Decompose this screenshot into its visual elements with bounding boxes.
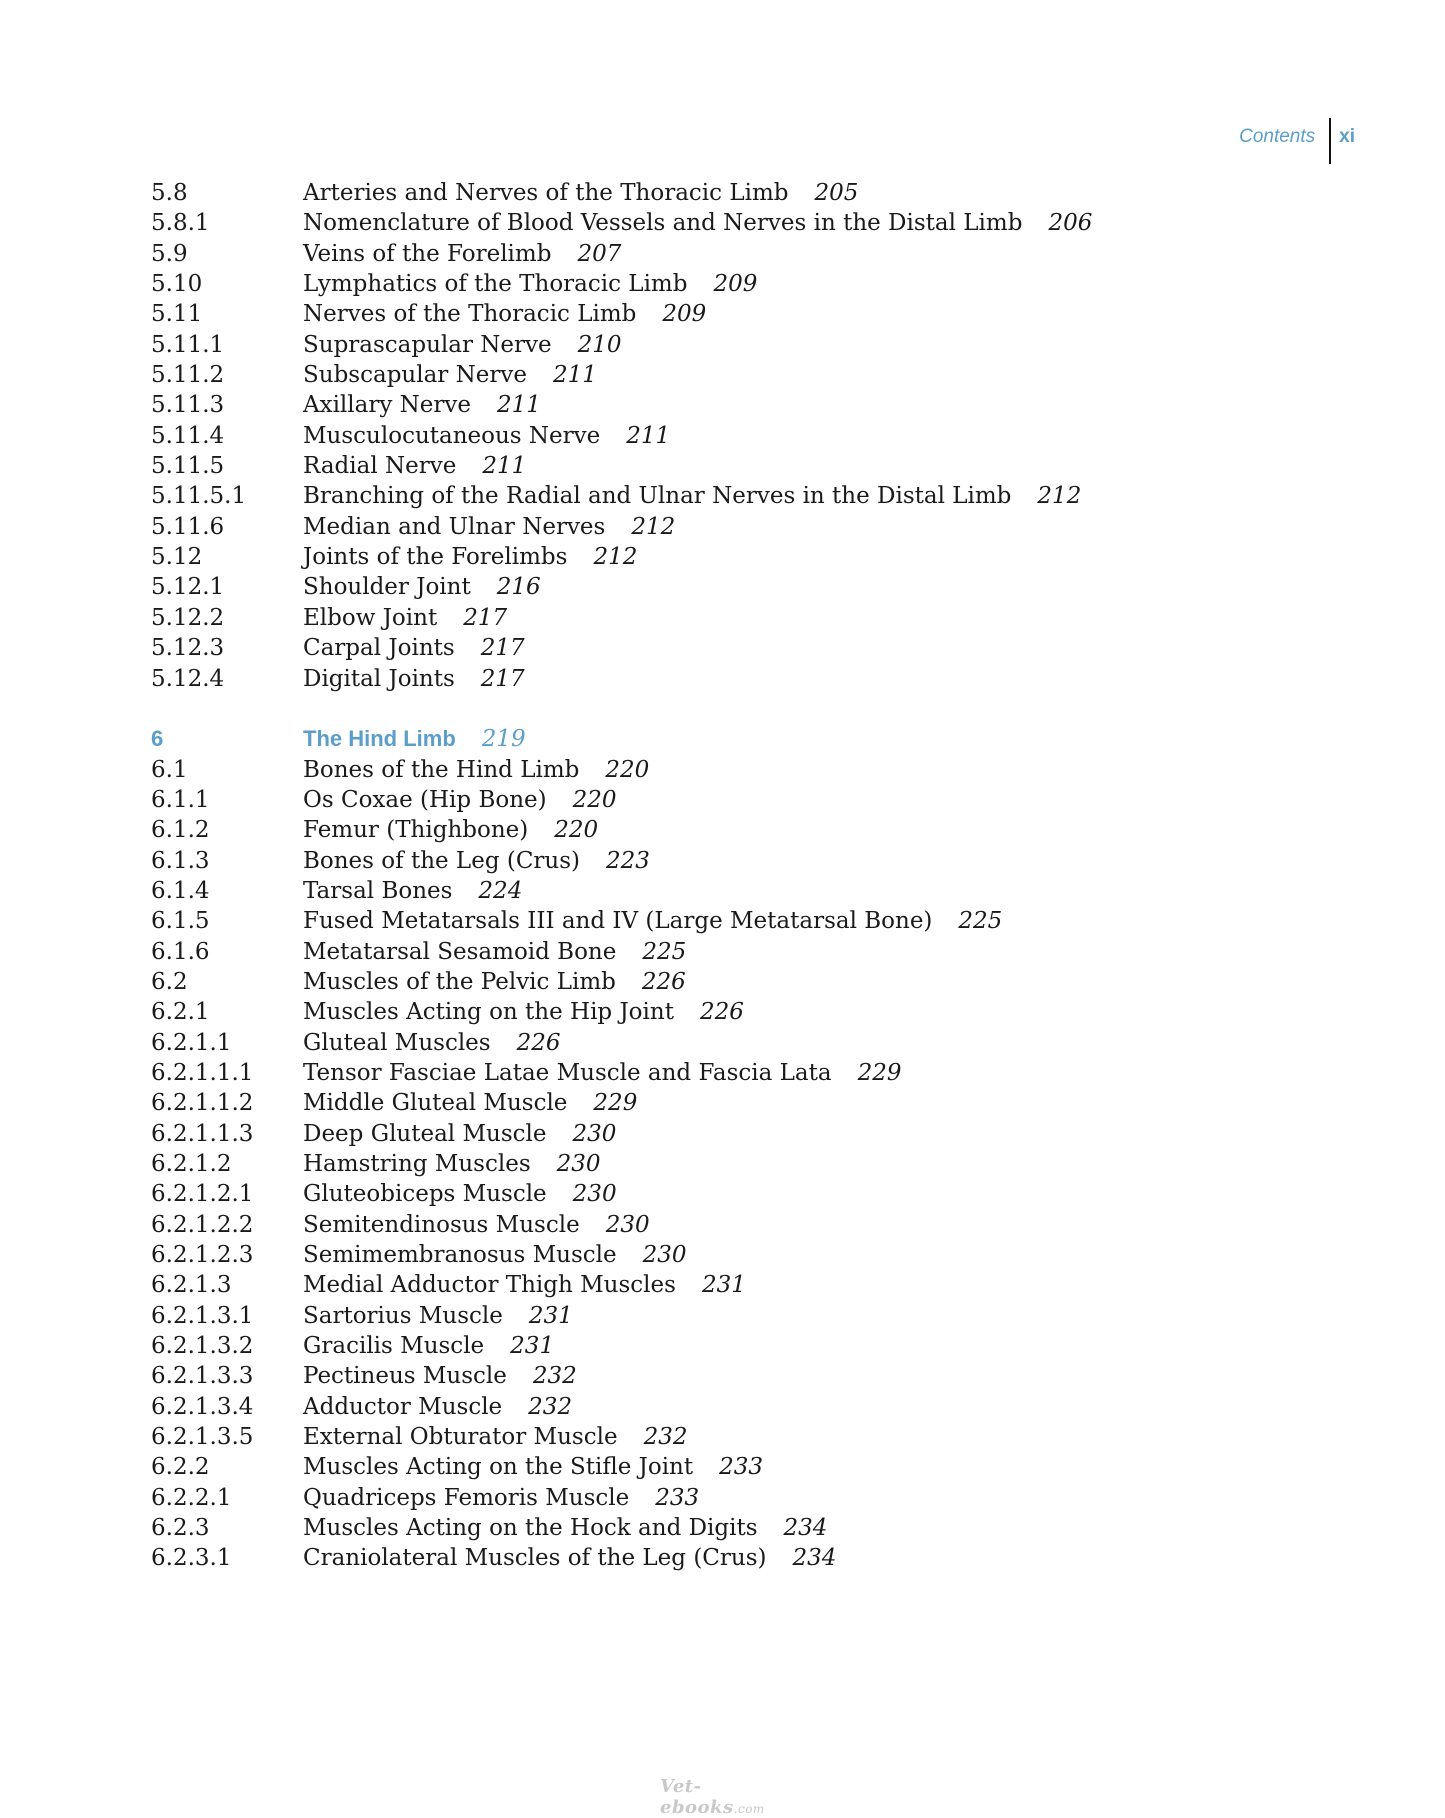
toc-entry-title: Os Coxae (Hip Bone) [303,786,547,813]
toc-entry-number: 6.2.1.1.2 [151,1090,254,1117]
toc-entry-title: Veins of the Forelimb [303,240,552,267]
toc-entry [151,1270,1351,1300]
toc-entry [151,1422,1351,1452]
toc-entry-title: Bones of the Hind Limb [303,756,580,783]
toc-entry-title: Branching of the Radial and Ulnar Nerves in the Distal Limb [303,483,1012,510]
toc-entry-number: 5.11.4 [151,422,225,449]
toc-entry-number: 6.2.3.1 [151,1545,232,1572]
toc-entry-page: 231 [528,1302,573,1329]
toc-entry-number: 5.11.6 [151,513,225,540]
toc-entry-page: 212 [631,513,676,540]
watermark [660,1776,800,1818]
toc-entry-page: 233 [719,1454,764,1481]
toc-entry-page: 232 [528,1393,573,1420]
toc-entry-page: 223 [606,847,650,874]
toc-entry-number: 6.2.1.1.3 [151,1120,254,1147]
toc-entry-title: Deep Gluteal Muscle [303,1120,547,1147]
toc-entry-number: 6.1 [151,756,188,783]
toc-entry-title: Tensor Fasciae Latae Muscle and Fascia Lata [303,1059,832,1086]
toc-entry-number: 6.1.5 [151,908,210,935]
toc-entry-title: Arteries and Nerves of the Thoracic Limb [303,180,789,206]
toc-entry [151,1058,1351,1088]
toc-entry [151,330,1351,360]
toc-entry-page: 210 [577,331,622,358]
toc-entry [151,1240,1351,1270]
toc-entry-title: Nomenclature of Blood Vessels and Nerves in the Distal Limb [303,210,1023,237]
toc-entry-page: 209 [662,301,707,328]
toc-entry-page: 226 [516,1029,561,1056]
toc-entry [151,1028,1351,1058]
toc-entry [151,1088,1351,1118]
toc-entry-page: 225 [958,908,1003,935]
toc-entry-number: 6.1.2 [151,817,210,844]
toc-entry-page: 205 [814,180,859,206]
toc-entry-number: 5.11.3 [151,392,225,419]
toc-entry-number: 5.12.1 [151,574,225,601]
toc-entry [151,239,1351,269]
toc-entry [151,906,1351,936]
toc-entry [151,1361,1351,1391]
toc-entry-page: 211 [552,362,597,389]
toc-entry [151,208,1351,238]
toc-entry-title: Elbow Joint [303,604,438,631]
toc-entry-title: Musculocutaneous Nerve [303,422,601,449]
toc-entry [151,1513,1351,1543]
toc-entry-title: Median and Ulnar Nerves [303,513,606,540]
toc-entry-title: Gracilis Muscle [303,1333,485,1360]
toc-entry-number: 5.8.1 [151,210,210,237]
toc-entry [151,997,1351,1027]
toc-entry [151,421,1351,451]
toc-entry [151,269,1351,299]
toc-entry-page: 232 [532,1363,577,1390]
toc-entry [151,633,1351,663]
toc-entry [151,178,1351,208]
toc-entry [151,664,1351,694]
toc-entry-page: 234 [792,1545,837,1572]
toc-entry-page: 212 [1037,483,1082,510]
toc-entry [151,1452,1351,1482]
toc-entry-title: Muscles of the Pelvic Limb [303,968,616,995]
toc-entry-page: 233 [655,1484,700,1511]
toc-entry-number: 6.2.1.2.2 [151,1211,254,1238]
toc-entry-number: 6.1.1 [151,786,210,813]
toc-entry [151,846,1351,876]
toc-entry [151,1149,1351,1179]
toc-entry-number: 6.2.1.1.1 [151,1059,254,1086]
toc-entry-page: 209 [713,271,758,298]
page-number: xi [1339,126,1355,147]
chapter-gap [151,694,1351,724]
toc-entry-number: 6.1.4 [151,877,210,904]
toc-entry-title: Pectineus Muscle [303,1363,507,1390]
toc-entry-title: Semitendinosus Muscle [303,1211,580,1238]
toc-entry-title: Nerves of the Thoracic Limb [303,301,637,328]
toc-entry-page: 206 [1048,210,1093,237]
toc-entry-title: Carpal Joints [303,635,455,662]
toc-entry-page: 230 [642,1242,687,1269]
toc-entry-page: 220 [554,817,599,844]
toc-entry-number: 6.2.1.3 [151,1272,232,1299]
toc-entry-title: Muscles Acting on the Stifle Joint [303,1454,694,1481]
chapter-heading [151,724,1351,754]
toc-entry-title: Muscles Acting on the Hock and Digits [303,1515,758,1542]
running-head-section: Contents [1239,126,1316,147]
toc-entry-number: 6.2.1.3.3 [151,1363,254,1390]
toc-entry-page: 211 [482,453,527,480]
toc-entry [151,542,1351,572]
toc-entry-title: Semimembranosus Muscle [303,1242,617,1269]
toc-entry-title: Adductor Muscle [303,1393,503,1420]
toc-entry-page: 217 [480,635,525,662]
toc-entry-number: 5.11.2 [151,362,225,389]
toc-entry-page: 226 [699,999,744,1026]
toc-entry-number: 5.12.4 [151,665,225,692]
toc-entry-number: 6.2.1.2.3 [151,1242,254,1269]
toc-entry-title: Gluteal Muscles [303,1029,491,1056]
toc-entry-title: Shoulder Joint [303,574,471,601]
toc-entry-page: 216 [496,574,541,601]
toc-entry-title: Metatarsal Sesamoid Bone [303,938,617,965]
toc-entry-page: 211 [497,392,541,419]
toc-entry-number: 6.1.3 [151,847,210,874]
toc-entry [151,1392,1351,1422]
toc-entry-number: 5.11.5.1 [151,483,247,510]
toc-entry-title: Axillary Nerve [303,392,471,419]
toc-entry-title: Gluteobiceps Muscle [303,1181,547,1208]
toc-entry-number: 6.2.1.3.1 [151,1302,254,1329]
toc-entry-title: Tarsal Bones [303,877,453,904]
toc-entry-title: Subscapular Nerve [303,362,527,389]
toc-entry [151,815,1351,845]
toc-entry-page: 212 [593,544,638,571]
toc-entry [151,390,1351,420]
toc-entry-number: 5.11.5 [151,453,225,480]
toc-entry [151,603,1351,633]
toc-entry-title: Sartorius Muscle [303,1302,503,1329]
toc-entry-page: 229 [593,1090,638,1117]
toc-entry-number: 5.12 [151,544,203,571]
toc-entry-page: 230 [572,1120,617,1147]
toc-entry-page: 229 [857,1059,902,1086]
toc-entry-number: 6.2.1.3.2 [151,1333,254,1360]
toc-entry-title: Suprascapular Nerve [303,331,552,358]
toc-entry [151,937,1351,967]
chapter-title: The Hind Limb [303,726,456,752]
toc-entry-page: 220 [572,786,617,813]
toc-entry-title: Femur (Thighbone) [303,817,529,844]
toc-entry-page: 207 [577,240,622,267]
toc-entry-page: 220 [605,756,650,783]
toc-entry [151,1483,1351,1513]
toc-entry-page: 232 [643,1424,688,1451]
toc-entry-title: Hamstring Muscles [303,1151,531,1177]
toc-entry-number: 6.2.2 [151,1454,210,1481]
toc-entry [151,512,1351,542]
chapter-page: 219 [481,726,526,753]
toc-entry-title: External Obturator Muscle [303,1424,618,1451]
toc-entry-number: 5.8 [151,180,188,206]
toc-entry-number: 6.2.1 [151,999,210,1026]
toc-entry-page: 225 [642,938,687,965]
toc-entry [151,1331,1351,1361]
toc-entry-page: 211 [626,422,671,449]
table-of-contents [151,178,1351,1574]
toc-entry-title: Bones of the Leg (Crus) [303,847,581,874]
toc-entry-page: 226 [641,968,686,995]
toc-entry-page: 234 [783,1515,828,1542]
toc-entry-number: 6.2.1.2 [151,1151,232,1177]
toc-entry-page: 217 [480,665,525,692]
toc-entry [151,1119,1351,1149]
toc-section-chapter-6 [151,755,1351,1574]
toc-entry-title: Digital Joints [303,665,455,692]
toc-entry-number: 6.1.6 [151,938,210,965]
toc-entry-title: Muscles Acting on the Hip Joint [303,999,674,1026]
toc-entry-page: 217 [463,604,508,631]
toc-entry-number: 5.12.2 [151,604,225,631]
toc-entry-title: Radial Nerve [303,453,457,480]
toc-entry [151,1210,1351,1240]
toc-entry [151,360,1351,390]
watermark-suffix: .com [733,1802,765,1816]
toc-entry [151,299,1351,329]
toc-entry-page: 224 [478,877,523,904]
toc-entry-title: Craniolateral Muscles of the Leg (Crus) [303,1545,767,1572]
toc-entry-number: 6.2.2.1 [151,1484,232,1511]
toc-entry-number: 6.2.1.3.5 [151,1424,254,1451]
toc-entry-number: 5.12.3 [151,635,225,662]
toc-entry-page: 231 [510,1333,555,1360]
toc-entry [151,451,1351,481]
toc-entry-number: 6.2.1.2.1 [151,1181,254,1208]
toc-entry [151,1301,1351,1331]
toc-entry-number: 6.2.1.3.4 [151,1393,254,1420]
toc-entry-number: 6.2.1.1 [151,1029,232,1056]
toc-entry-title: Medial Adductor Thigh Muscles [303,1272,676,1299]
watermark-text: Vet-ebooks [660,1776,734,1818]
toc-entry-title: Quadriceps Femoris Muscle [303,1484,630,1511]
toc-entry-page: 231 [701,1272,746,1299]
toc-entry-title: Joints of the Forelimbs [303,544,568,571]
toc-entry [151,1179,1351,1209]
toc-entry-page: 230 [605,1211,650,1238]
toc-entry [151,755,1351,785]
toc-entry [151,785,1351,815]
toc-entry [151,967,1351,997]
toc-entry-title: Fused Metatarsals III and IV (Large Metatarsal Bone) [303,908,933,935]
toc-entry-title: Middle Gluteal Muscle [303,1090,568,1117]
toc-section-chapter-5 [151,178,1351,694]
toc-entry-title: Lymphatics of the Thoracic Limb [303,271,688,298]
toc-entry [151,572,1351,602]
toc-entry-number: 6.2.3 [151,1515,210,1542]
toc-entry-number: 6.2 [151,968,188,995]
toc-entry-number: 5.11 [151,301,203,328]
chapter-number: 6 [151,726,164,752]
toc-entry [151,1543,1351,1573]
toc-entry [151,481,1351,511]
toc-entry-number: 5.9 [151,240,188,267]
toc-entry-page: 230 [572,1181,617,1208]
toc-entry-page: 230 [556,1151,601,1177]
running-head [1239,118,1355,164]
toc-entry [151,876,1351,906]
toc-entry-number: 5.10 [151,271,203,298]
toc-entry-number: 5.11.1 [151,331,225,358]
